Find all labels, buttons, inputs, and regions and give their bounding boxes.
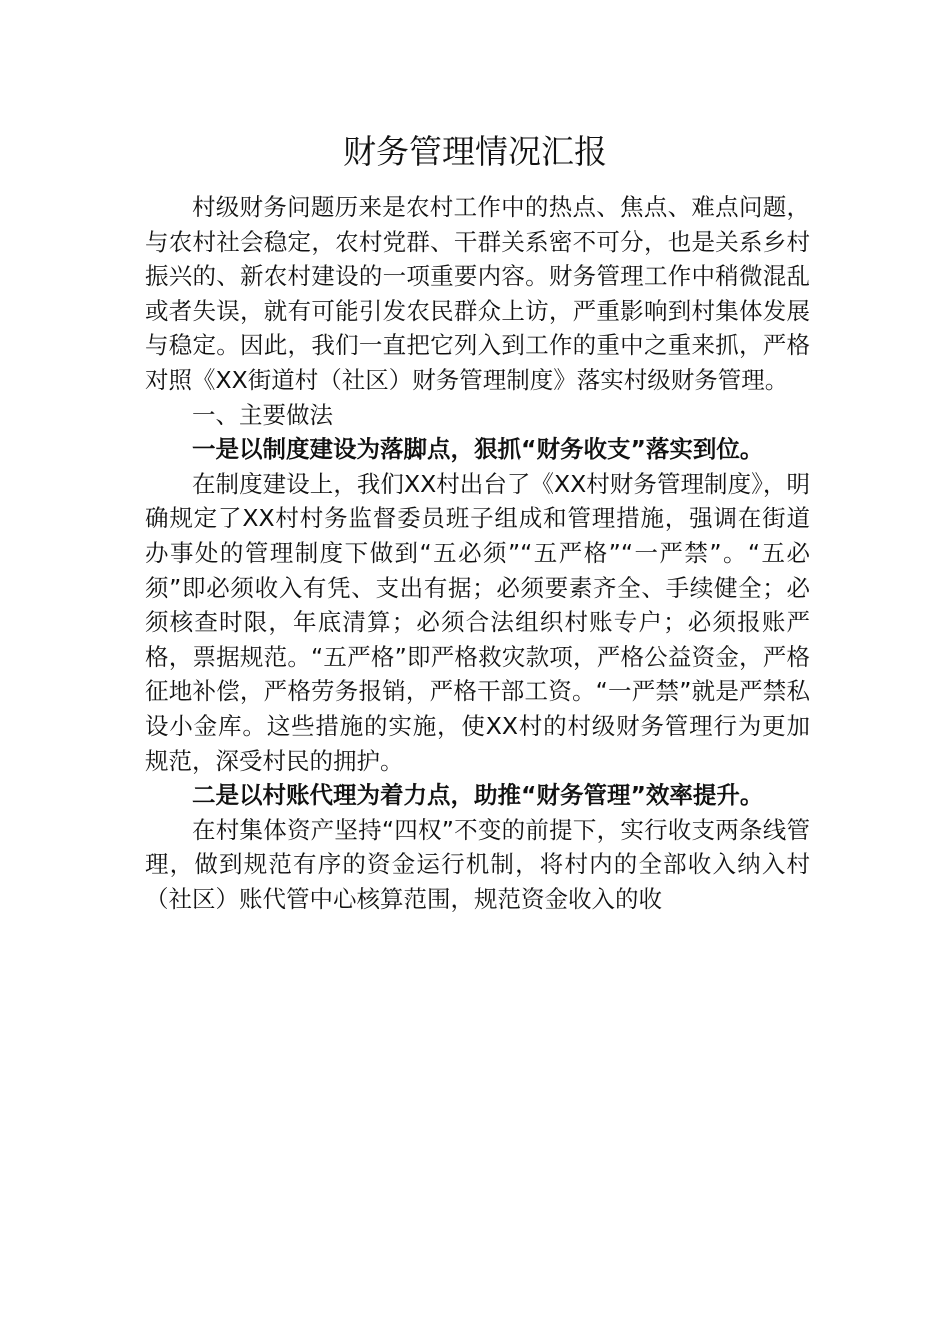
account-agency-paragraph: 在村集体资产坚持“四权”不变的前提下，实行收支两条线管理，做到规范有序的资金运行机制，将村内的全部收入纳入村（社区）账代管中心核算范围，规范资金收入的收 <box>145 815 810 913</box>
document-title: 财务管理情况汇报 <box>343 132 607 171</box>
intro-paragraph: 村级财务问题历来是农村工作中的热点、焦点、难点问题，与农村社会稳定，农村党群、干群关系密不可分，也是关系乡村振兴的、新农村建设的一项重要内容。财务管理工作中稍微混乱或者失误，就有可能引发农民群众上访，严重影响到村集体发展与稳定。因此，我们一直把它列入到工作的重中之重来抓，严格对照《XX街道村（社区）财务管理制度》落实村级财务管理。 <box>145 193 810 394</box>
document-body <box>145 190 810 916</box>
system-building-paragraph: 在制度建设上，我们XX村出台了《XX村财务管理制度》，明确规定了XX村村务监督委员班子组成和管理措施，强调在街道办事处的管理制度下做到“五必须”“五严格”“一严禁”。“五必须”即必须收入有凭、支出有据；必须要素齐全、手续健全；必须核查时限，年底清算；必须合法组织村账专户；必须报账严格，票据规范。“五严格”即严格救灾款项，严格公益资金，严格征地补偿，严格劳务报销，严格干部工资。“一严禁”就是严禁私设小金库。这些措施的实施，使XX村的村级财务管理行为更加规范，深受村民的拥护。 <box>145 469 810 775</box>
section-heading-main-practices: 一、主要做法 <box>192 400 333 429</box>
subheading-account-agency: 二是以村账代理为着力点，助推“财务管理”效率提升。 <box>192 781 764 810</box>
subheading-system-building: 一是以制度建设为落脚点，狠抓“财务收支”落实到位。 <box>192 435 764 464</box>
